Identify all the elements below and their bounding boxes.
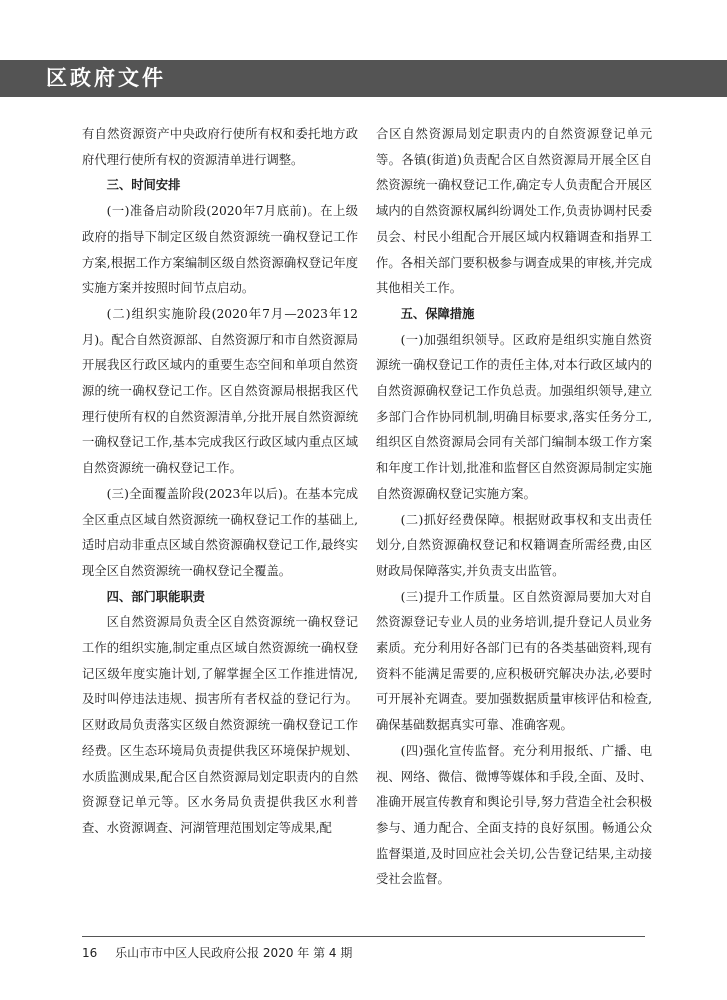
- paragraph-funding: (二)抓好经费保障。根据财政事权和支出责任划分,自然资源确权登记和权籍调查所需经费,由区财政局保障落实,并负责支出监管。: [376, 512, 652, 578]
- paragraph-quality: (三)提升工作质量。区自然资源局要加大对自然资源登记专业人员的业务培训,提升登记人员业务素质。充分利用好各部门已有的各类基础资料,现有资料不能满足需要的,应积极研究解决办法,必要时可开展补充调查。要加强数据质量审核评估和检查,确保基础数据真实可靠、准确客观。: [376, 589, 652, 733]
- page-number: 16: [82, 946, 98, 960]
- section-heading-schedule: 三、时间安排: [106, 178, 181, 193]
- paragraph-phase-coverage: (三)全面覆盖阶段(2023年以后)。在基本完成全区重点区域自然资源统一确权登记工作的基础上,适时启动非重点区域自然资源确权登记工作,最终实现全区自然资源统一确权登记全覆盖。: [82, 486, 358, 578]
- publication-name: 乐山市市中区人民政府公报 2020 年 第 4 期: [115, 946, 353, 960]
- paragraph-phase-prepare: (一)准备启动阶段(2020年7月底前)。在上级政府的指导下制定区级自然资源统一确权登记工作方案,根据工作方案编制区级自然资源确权登记年度实施方案并按照时间节点启动。: [82, 204, 358, 296]
- section-heading-safeguards: 五、保障措施: [400, 306, 475, 321]
- right-column: [376, 122, 652, 893]
- page-footer: [82, 944, 352, 962]
- paragraph-leadership: (一)加强组织领导。区政府是组织实施自然资源统一确权登记工作的责任主体,对本行政区域内的自然资源确权登记工作负总责。加强组织领导,建立多部门合作协同机制,明确目标要求,落实任务分工,组织区自然资源局会同有关部门编制本级工作方案和年度工作计划,批准和监督区自然资源局制定实施自然资源确权登记实施方案。: [376, 332, 652, 501]
- section-heading-duties: 四、部门职能职责: [106, 589, 205, 604]
- paragraph-continued: 有自然资源资产中央政府行使所有权和委托地方政府代理行使所有权的资源清单进行调整。: [82, 127, 358, 167]
- footer-divider: [82, 936, 645, 937]
- header-banner: [0, 60, 727, 97]
- document-section-title: 区政府文件: [46, 66, 166, 90]
- paragraph-publicity: (四)强化宣传监督。充分利用报纸、广播、电视、网络、微信、微博等媒体和手段,全面、及时、准确开展宣传教育和舆论引导,努力营造全社会积极参与、通力配合、全面支持的良好氛围。畅通公众监督渠道,及时回应社会关切,公告登记结果,主动接受社会监督。: [376, 743, 652, 887]
- paragraph-phase-implement: (二)组织实施阶段(2020年7月—2023年12月)。配合自然资源部、自然资源厅和市自然资源局开展我区行政区域内的重要生态空间和单项自然资源的统一确权登记工作。区自然资源局根据我区代理行使所有权的自然资源清单,分批开展自然资源统一确权登记工作,基本完成我区行政区域内重点区域自然资源统一确权登记工作。: [82, 306, 358, 476]
- left-column: [82, 122, 358, 842]
- paragraph-duties-continued: 合区自然资源局划定职责内的自然资源登记单元等。各镇(街道)负责配合区自然资源局开展全区自然资源统一确权登记工作,确定专人负责配合开展区域内的自然资源权属纠纷调处工作,负责协调村民委员会、村民小组配合开展区域内权籍调查和指界工作。各相关部门要积极参与调查成果的审核,并完成其他相关工作。: [376, 127, 652, 296]
- paragraph-department-duties: 区自然资源局负责全区自然资源统一确权登记工作的组织实施,制定重点区域自然资源统一确权登记区级年度实施计划,了解掌握全区工作推进情况,及时叫停违法违规、损害所有者权益的登记行为。区财政局负责落实区级自然资源统一确权登记工作经费。区生态环境局负责提供我区环境保护规划、水质监测成果,配合区自然资源局划定职责内的自然资源登记单元等。区水务局负责提供我区水利普查、水资源调查、河湖管理范围划定等成果,配: [82, 615, 358, 835]
